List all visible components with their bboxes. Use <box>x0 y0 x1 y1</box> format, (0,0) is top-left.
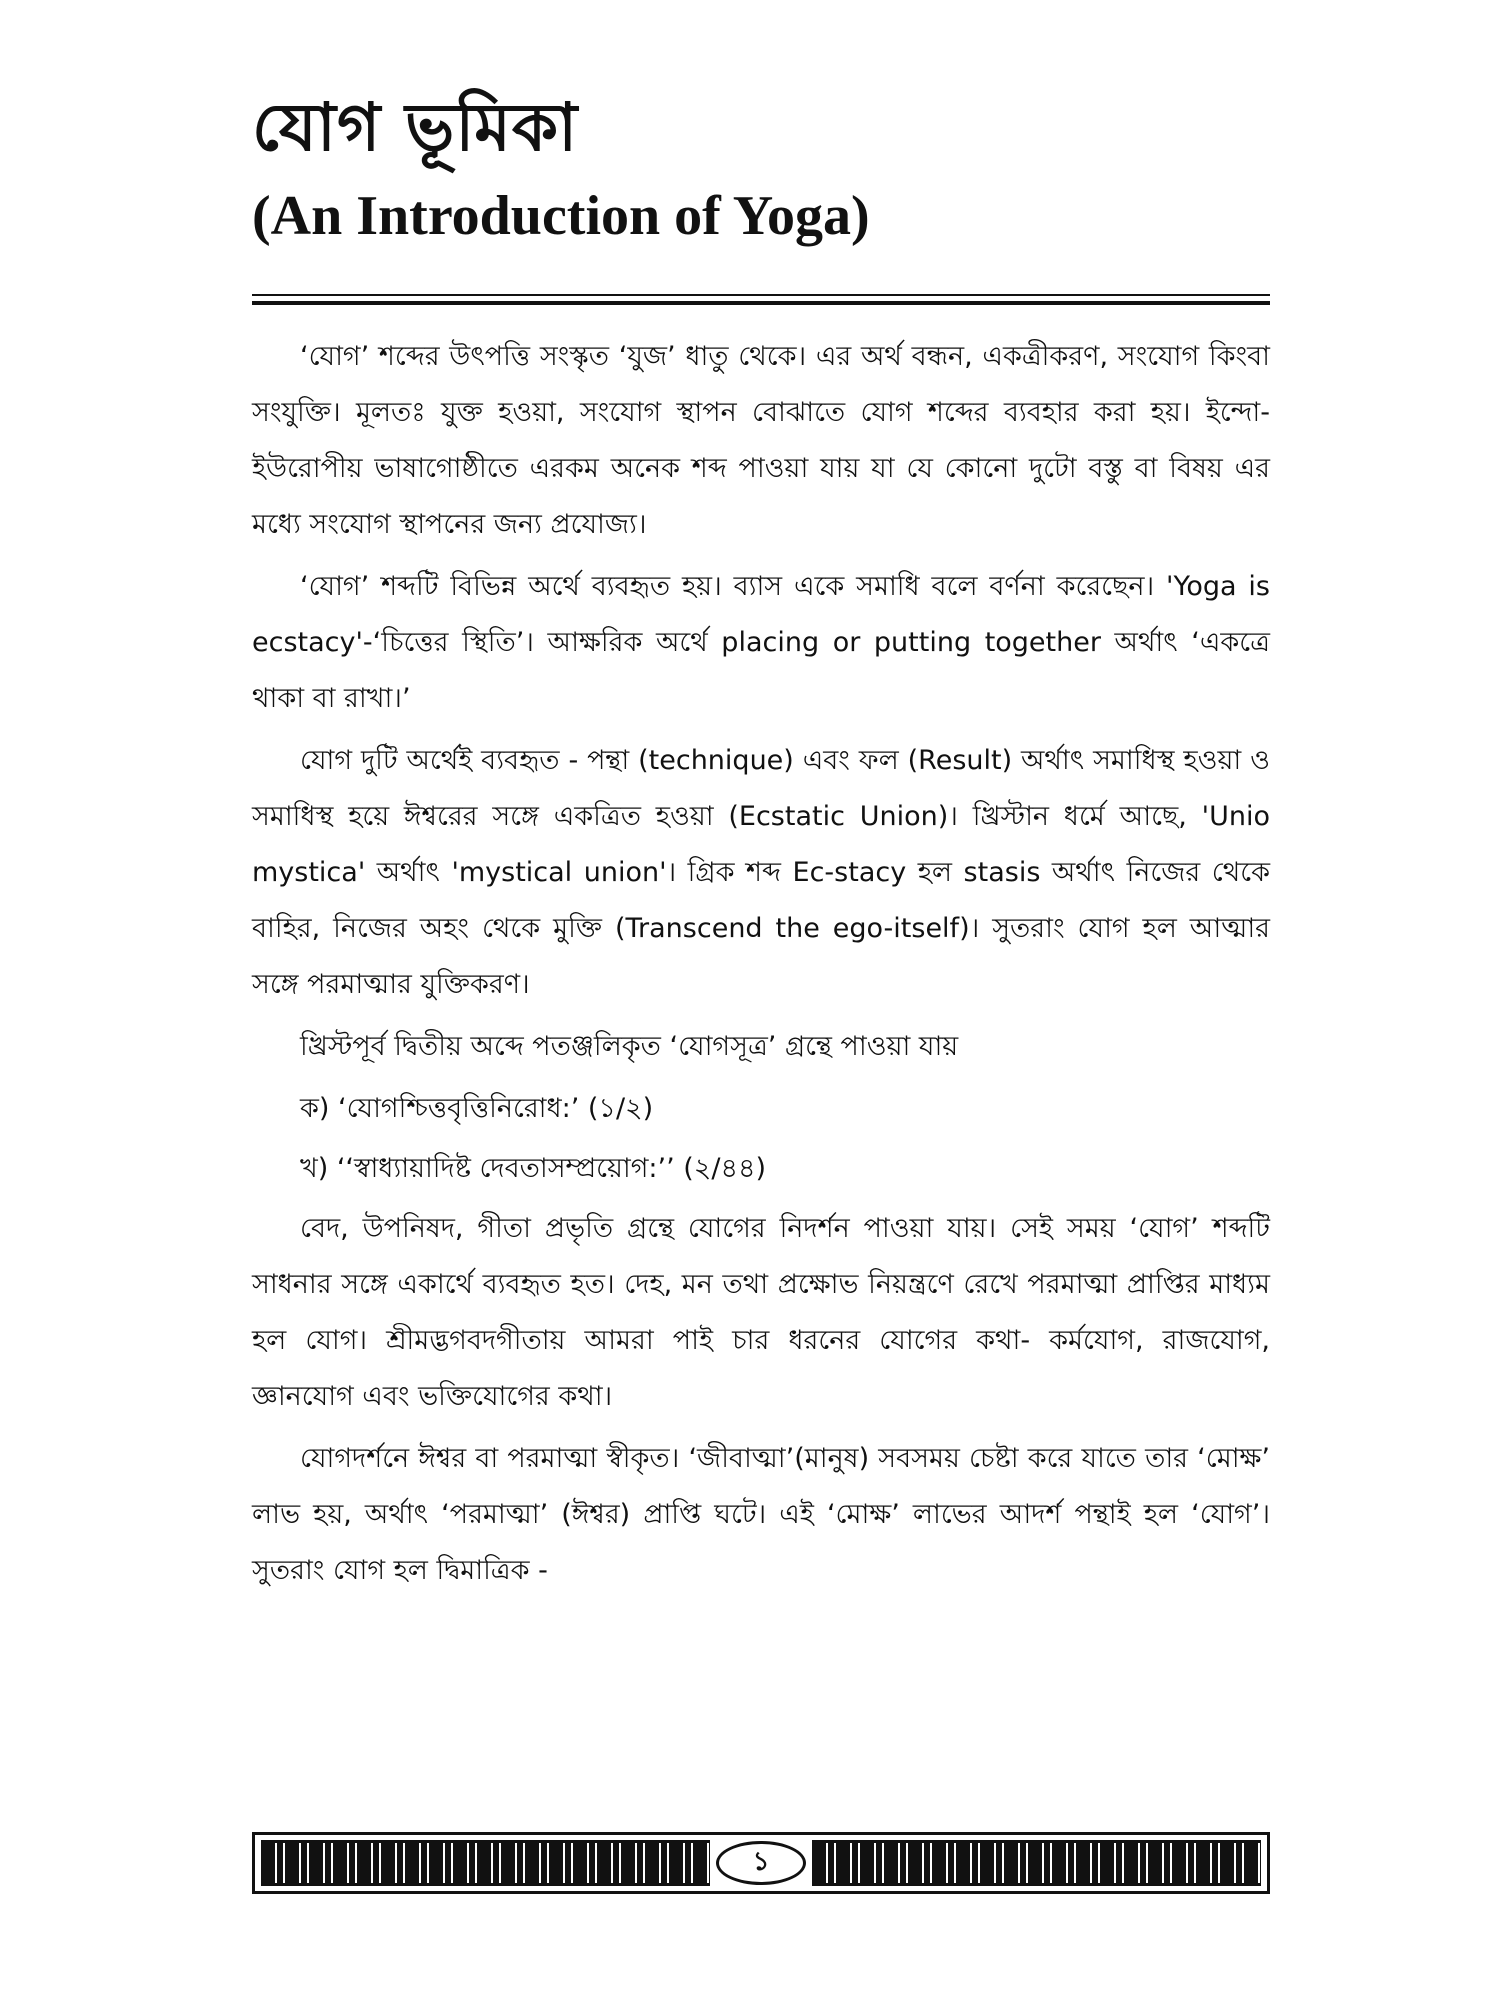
sutra-item-ka: ক) ‘যোগশ্চিত্তবৃত্তিনিরোধ:’ (১/২) <box>300 1093 654 1124</box>
paragraph-vedas: বেদ, উপনিষদ, গীতা প্রভৃতি গ্রন্থে যোগের নিদর্শন পাওয়া যায়। সেই সময় ‘যোগ’ শব্দটি সাধনার সঙ্গে একার্থে ব্যবহৃত হত। দেহ, মন তথা প্রক্ষোভ নিয়ন্ত্রণে রেখে পরমাত্মা প্রাপ্তির মাধ্যম হল যোগ। শ্রীমদ্ভগবদগীতায় আমরা পাই চার ধরনের যোগের কথা- কর্মযোগ, রাজযোগ, জ্ঞানযোগ এবং ভক্তিযোগের কথা। <box>252 1213 1270 1412</box>
document-page <box>252 80 1270 1605</box>
footer-ornament-band-right <box>812 1840 1261 1886</box>
divider-thick-line <box>252 301 1270 305</box>
chapter-title-english: (An Introduction of Yoga) <box>252 185 870 247</box>
page-number: ১ <box>716 1841 806 1885</box>
divider-thin-line <box>252 294 1270 296</box>
title-divider <box>252 294 1270 305</box>
chapter-title-bengali: যোগ ভূমিকা <box>252 89 579 166</box>
page-footer-ornament <box>252 1832 1270 1894</box>
paragraph-union: যোগ দুটি অর্থেই ব্যবহৃত - পন্থা (technique) এবং ফল (Result) অর্থাৎ সমাধিস্থ হওয়া ও সমাধিস্থ হয়ে ঈশ্বরের সঙ্গে একত্রিত হওয়া (Ecstatic Union)। খ্রিস্টান ধর্মে আছে, 'Unio mystica' অর্থাৎ 'mystical union'। গ্রিক শব্দ Ec-stacy হল stasis অর্থাৎ নিজের থেকে বাহির, নিজের অহং থেকে মুক্তি (Transcend the ego-itself)। সুতরাং যোগ হল আত্মার সঙ্গে পরমাত্মার যুক্তিকরণ। <box>252 745 1270 1000</box>
sutra-item-kha: খ) ‘‘স্বাধ্যায়াদিষ্ট দেবতাসম্প্রয়োগ:’’ (২/৪৪) <box>300 1153 767 1184</box>
paragraph-meaning: ‘যোগ’ শব্দটি বিভিন্ন অর্থে ব্যবহৃত হয়। ব্যাস একে সমাধি বলে বর্ণনা করেছেন। 'Yoga is ecstacy'-‘চিত্তের স্থিতি’। আক্ষরিক অর্থে placing or putting together অর্থাৎ ‘একত্রে থাকা বা রাখা।’ <box>252 571 1270 714</box>
paragraph-yogasutra: খ্রিস্টপূর্ব দ্বিতীয় অব্দে পতঞ্জলিকৃত ‘যোগসূত্র’ গ্রন্থে পাওয়া যায় <box>300 1031 959 1062</box>
paragraph-origin: ‘যোগ’ শব্দের উৎপত্তি সংস্কৃত ‘যুজ’ ধাতু থেকে। এর অর্থ বন্ধন, একত্রীকরণ, সংযোগ কিংবা সংযুক্তি। মূলতঃ যুক্ত হওয়া, সংযোগ স্থাপন বোঝাতে যোগ শব্দের ব্যবহার করা হয়। ইন্দো-ইউরোপীয় ভাষাগোষ্ঠীতে এরকম অনেক শব্দ পাওয়া যায় যা যে কোনো দুটো বস্তু বা বিষয় এর মধ্যে সংযোগ স্থাপনের জন্য প্রযোজ্য। <box>252 341 1270 540</box>
body-text <box>252 329 1270 1599</box>
footer-ornament-band-left <box>261 1840 710 1886</box>
paragraph-yogadarshan: যোগদর্শনে ঈশ্বর বা পরমাত্মা স্বীকৃত। ‘জীবাত্মা’(মানুষ) সবসময় চেষ্টা করে যাতে তার ‘মোক্ষ’ লাভ হয়, অর্থাৎ ‘পরমাত্মা’ (ঈশ্বর) প্রাপ্তি ঘটে। এই ‘মোক্ষ’ লাভের আদর্শ পন্থাই হল ‘যোগ’। সুতরাং যোগ হল দ্বিমাত্রিক - <box>252 1443 1270 1586</box>
